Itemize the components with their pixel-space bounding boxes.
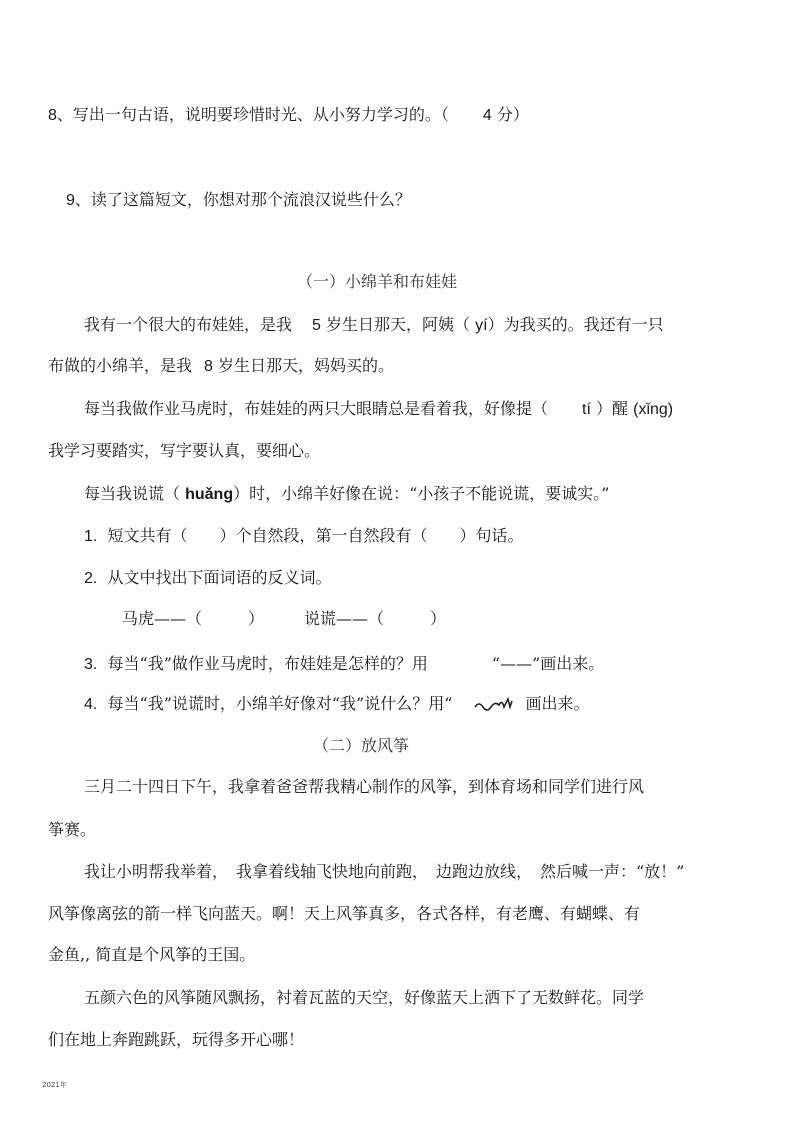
pinyin: yí <box>475 317 488 334</box>
passage-1-question-3 <box>84 654 604 675</box>
passage-1-question-1 <box>84 526 524 547</box>
text: 岁生日那天，妈妈买的。 <box>218 356 395 375</box>
question-tail: “——”画出来。 <box>491 654 605 673</box>
wavy-line-icon <box>474 697 520 713</box>
question-text: 短文共有（ ）个自然段，第一自然段有（ ）句话。 <box>107 526 524 545</box>
passage-1-question-4 <box>84 694 590 715</box>
question-8 <box>48 105 529 126</box>
text: 每当我说谎（ <box>84 484 181 503</box>
question-number: 3. <box>84 656 98 673</box>
passage-1-para-2-line-2: 我学习要踏实，写字要认真，要细心。 <box>48 441 321 460</box>
text: ）时，小绵羊好像在说：“小孩子不能说谎，要诚实。” <box>233 484 610 503</box>
antonym-a: 马虎——（ <box>122 609 203 628</box>
passage-2-para-2-line-1: 我让小明帮我举着， 我拿着线轴飞快地向前跑， 边跑边放线， 然后喊一声：“放！” <box>84 862 685 881</box>
pinyin: huǎng <box>185 486 234 503</box>
number: 5 <box>312 317 321 334</box>
antonym-row <box>122 609 446 629</box>
text: 我有一个很大的布娃娃，是我 <box>84 315 293 334</box>
page-footer-year: 2021年 <box>42 1081 67 1089</box>
question-text: 每当“我”说谎时，小绵羊好像对“我”说什么？用“ <box>107 694 453 713</box>
question-tail: 画出来。 <box>525 694 590 713</box>
pinyin: tí <box>582 401 591 418</box>
question-text: 从文中找出下面词语的反义词。 <box>107 568 332 587</box>
question-number: 9 <box>66 192 75 209</box>
passage-2-title: （二）放风筝 <box>313 736 410 755</box>
passage-2-para-3-line-2: 们在地上奔跑跳跃，玩得多开心哪！ <box>48 1030 305 1049</box>
passage-1-para-3 <box>84 484 609 505</box>
passage-2-para-3-line-1: 五颜六色的风筝随风飘扬，衬着瓦蓝的天空，好像蓝天上洒下了无数鲜花。同学 <box>84 988 645 1007</box>
passage-1-title: （一）小绵羊和布娃娃 <box>297 272 458 291</box>
question-text: 每当“我”做作业马虎时，布娃娃是怎样的？用 <box>107 654 428 673</box>
passage-2-para-2-line-2: 风筝像离弦的箭一样飞向蓝天。啊！天上风筝真多，各式各样，有老鹰、有蝴蝶、有 <box>48 904 641 923</box>
passage-2-para-1-line-2: 筝赛。 <box>48 820 97 839</box>
passage-1-question-2 <box>84 568 332 589</box>
text: 布做的小绵羊，是我 <box>48 356 193 375</box>
passage-1-para-2-line-1 <box>84 399 673 420</box>
question-number: 1. <box>84 528 98 545</box>
antonym-b: 说谎——（ <box>304 609 385 628</box>
text: ）醒 <box>596 399 629 418</box>
question-text: 、读了这篇短文，你想对那个流浪汉说些什么？ <box>74 190 411 209</box>
passage-1-para-1-line-2 <box>48 356 394 377</box>
passage-2-para-2-line-3: 金鱼,, 简直是个风筝的王国。 <box>48 945 256 964</box>
pinyin: (xǐng) <box>633 401 674 418</box>
paren-close: ） <box>430 609 447 628</box>
text: 每当我做作业马虎时，布娃娃的两只大眼睛总是看着我，好像提（ <box>84 399 549 418</box>
paren-close: ） <box>248 609 265 628</box>
question-text: 、写出一句古语，说明要珍惜时光、从小努力学习的。（ <box>56 105 449 124</box>
question-number: 8 <box>48 107 57 124</box>
passage-2-para-1-line-1: 三月二十四日下午，我拿着爸爸帮我精心制作的风筝，到体育场和同学们进行风 <box>84 777 645 796</box>
score-value: 4 <box>482 107 492 124</box>
passage-1-para-1-line-1 <box>84 315 664 336</box>
question-9 <box>66 190 411 211</box>
text: 岁生日那天，阿姨（ <box>326 315 471 334</box>
question-number: 4. <box>84 696 98 713</box>
question-number: 2. <box>84 570 98 587</box>
number: 8 <box>204 358 213 375</box>
text: ）为我买的。我还有一只 <box>487 315 664 334</box>
score-tail: 分） <box>496 105 529 124</box>
